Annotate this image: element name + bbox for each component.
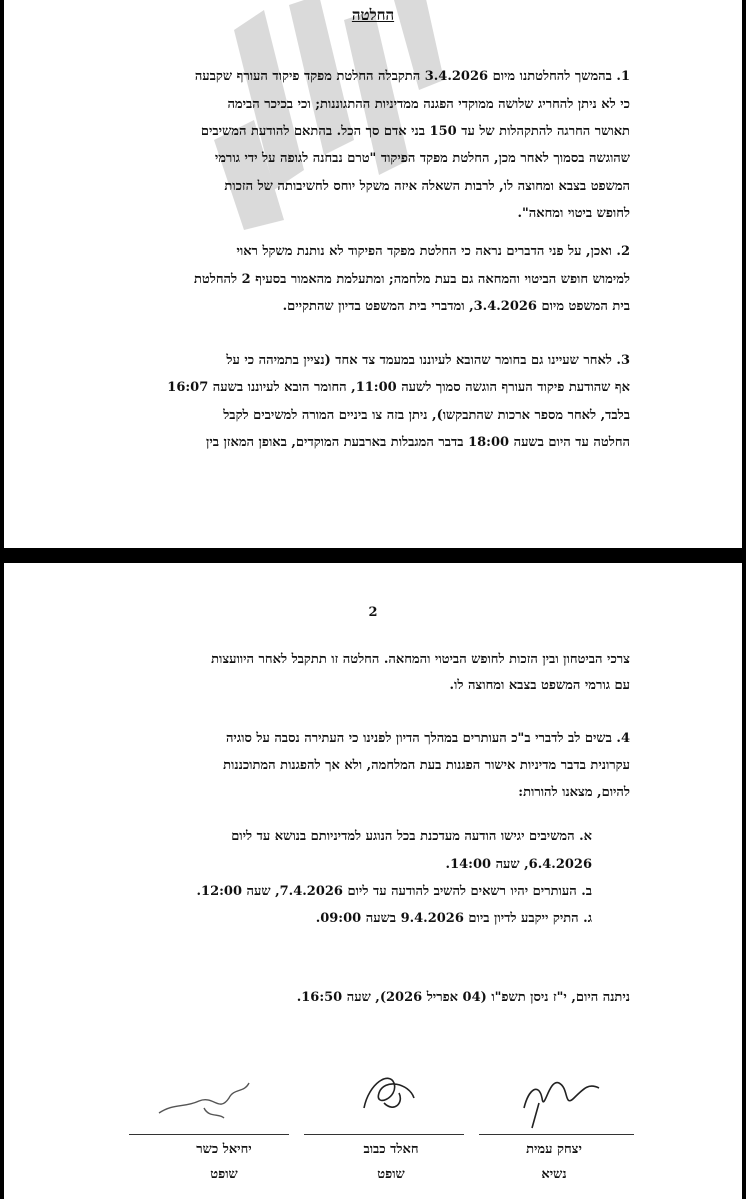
signature-scribble-president — [514, 1068, 614, 1133]
signature-role: שופט — [377, 1167, 405, 1182]
text-line: צרכי הביטחון ובין הזכות לחופש הביטוי והמחאה. החלטה זו תתקבל לאחר היוועצות — [211, 652, 630, 667]
text-line: בית המשפט מיום 3.4.2026, ומדברי בית המשפט בדיון שהתקיים. — [282, 299, 630, 314]
text-line: לחופש ביטוי ומחאה". — [517, 206, 630, 221]
text-line: למימוש חופש הביטוי והמחאה גם בעת מלחמה; ומתעלמת מהאמור בסעיף 2 להחלטת — [194, 272, 630, 287]
signature-scribble-judge-1 — [344, 1063, 434, 1123]
signature-name: יצחק עמית — [526, 1142, 582, 1157]
text-line: 2. ואכן, על פני הדברים נראה כי החלטת מפקד הפיקוד לא נותנת משקל ראוי — [236, 244, 630, 259]
watermark-stamp — [194, 0, 454, 230]
text-line: להיום, מצאנו להורות: — [518, 785, 630, 800]
signature-role: שופט — [210, 1167, 238, 1182]
signature-line — [479, 1134, 634, 1135]
document-page-2 — [4, 563, 742, 1199]
text-line: א. המשיבים יגישו הודעה מעדכנת בכל הנוגע למדיניותם בנושא עד ליום — [231, 829, 592, 844]
text-line: ניתנה היום, י"ז ניסן תשפ"ו (04 אפריל 2026), שעה 16:50. — [296, 990, 630, 1005]
text-line: כי לא ניתן להחריג שלושה ממוקדי הפגנה ממדיניות ההתגוננות; וכי בכיכר הבימה — [227, 97, 630, 112]
text-line: 3. לאחר שעיינו גם בחומר שהובא לעיוננו במעמד צד אחד (נציין בתמיהה כי על — [226, 353, 630, 368]
text-line: המשפט בצבא ומחוצה לו, לרבות השאלה איזה משקל יוחס לחשיבותה של הזכות — [224, 179, 630, 194]
signature-scribble-judge-2 — [154, 1073, 254, 1128]
text-line: ב. העותרים יהיו רשאים להשיב להודעה עד ליום 7.4.2026, שעה 12:00. — [196, 884, 592, 899]
document-title: החלטה — [351, 6, 395, 24]
signature-name: חאלד כבוב — [363, 1142, 419, 1157]
text-line: עם גורמי המשפט בצבא ומחוצה לו. — [449, 678, 630, 693]
text-line: אף שהודעת פיקוד העורף הוגשה סמוך לשעה 11:00, החומר הובא לעיוננו בשעה 16:07 — [167, 380, 630, 395]
text-line: 4. בשים לב לדברי ב"כ העותרים במהלך הדיון לפנינו כי העתירה נסבה על סוגיה — [225, 731, 630, 746]
text-line: תאושר החרגה להתקהלות של עד 150 בני אדם סך הכל. בהתאם להודעת המשיבים — [200, 124, 630, 139]
text-line: 1. בהמשך להחלטתנו מיום 3.4.2026 התקבלה החלטת מפקד פיקוד העורף שקבעה — [194, 69, 630, 84]
text-line: שהוגשה בסמוך לאחר מכן, החלטת מפקד הפיקוד "טרם נבחנה לגופה על ידי גורמי — [214, 151, 630, 166]
text-line: ג. התיק ייקבע לדיון ביום 9.4.2026 בשעה 09:00. — [315, 911, 592, 926]
signature-line — [129, 1134, 289, 1135]
text-line: 6.4.2026, שעה 14:00. — [445, 857, 592, 872]
text-line: בלבד, לאחר מספר ארכות שהתבקשו), ניתן בזה צו ביניים המורה למשיבים לקבל — [223, 408, 630, 423]
text-line: עקרונית בדבר מדיניות אישור הפגנות בעת המלחמה, ולא אך להפגנות המתוכננות — [223, 758, 630, 773]
signature-role: נשיא — [541, 1167, 567, 1182]
page-number: 2 — [368, 605, 378, 620]
signature-name: יחיאל כשר — [196, 1142, 252, 1157]
signature-line — [304, 1134, 464, 1135]
text-line: החלטה עד היום בשעה 18:00 בדבר המגבלות בארבעת המוקדים, באופן המאזן בין — [206, 435, 630, 450]
document-page-1 — [4, 0, 742, 548]
